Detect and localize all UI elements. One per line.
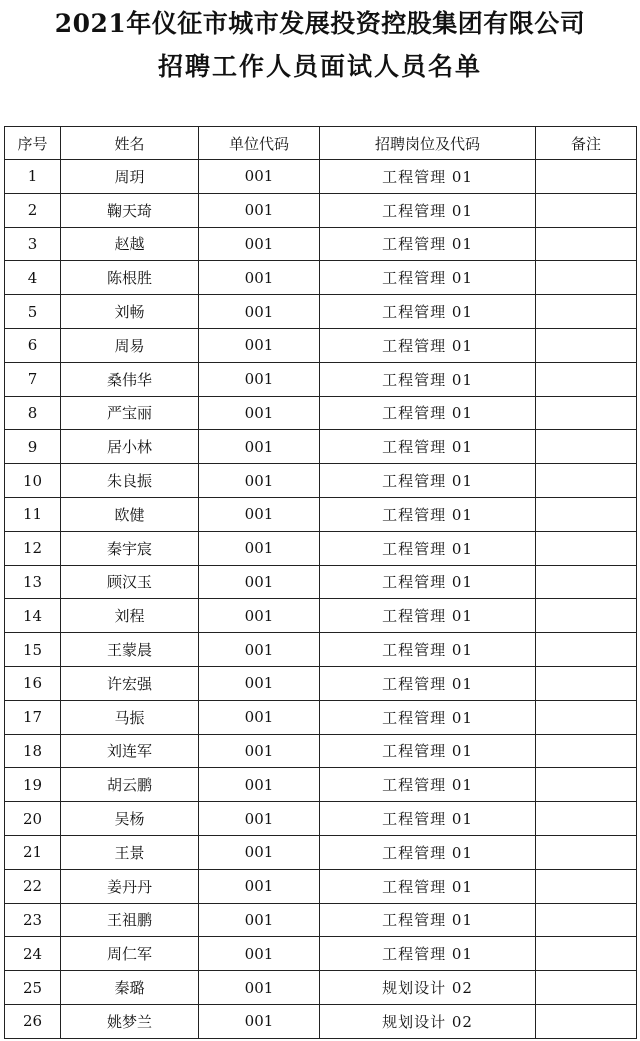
cell-post-and-code: 工程管理 01 <box>320 734 536 768</box>
table-row <box>5 227 637 261</box>
table-row <box>5 937 637 971</box>
cell-post-and-code: 工程管理 01 <box>320 599 536 633</box>
cell-unit-code: 001 <box>199 666 320 700</box>
cell-remark <box>536 362 637 396</box>
table-row <box>5 362 637 396</box>
cell-serial-number: 26 <box>5 1004 61 1038</box>
table-row <box>5 295 637 329</box>
table-body <box>5 160 637 1039</box>
cell-unit-code: 001 <box>199 430 320 464</box>
header-name: 姓名 <box>61 127 199 160</box>
cell-remark <box>536 734 637 768</box>
cell-name: 赵越 <box>61 227 199 261</box>
cell-name: 刘程 <box>61 599 199 633</box>
cell-unit-code: 001 <box>199 1004 320 1038</box>
cell-name: 马振 <box>61 700 199 734</box>
cell-unit-code: 001 <box>199 261 320 295</box>
cell-post-and-code: 工程管理 01 <box>320 328 536 362</box>
cell-name: 秦宇宸 <box>61 531 199 565</box>
cell-post-and-code: 工程管理 01 <box>320 295 536 329</box>
cell-serial-number: 17 <box>5 700 61 734</box>
cell-serial-number: 18 <box>5 734 61 768</box>
cell-serial-number: 23 <box>5 903 61 937</box>
cell-unit-code: 001 <box>199 295 320 329</box>
cell-serial-number: 21 <box>5 835 61 869</box>
cell-unit-code: 001 <box>199 227 320 261</box>
cell-name: 吴杨 <box>61 802 199 836</box>
cell-remark <box>536 869 637 903</box>
cell-post-and-code: 工程管理 01 <box>320 261 536 295</box>
cell-post-and-code: 工程管理 01 <box>320 835 536 869</box>
cell-serial-number: 12 <box>5 531 61 565</box>
cell-post-and-code: 工程管理 01 <box>320 633 536 667</box>
cell-remark <box>536 531 637 565</box>
cell-name: 朱良振 <box>61 464 199 498</box>
cell-name: 鞠天琦 <box>61 193 199 227</box>
table-row <box>5 734 637 768</box>
table-row <box>5 160 637 194</box>
table-row <box>5 396 637 430</box>
cell-name: 顾汉玉 <box>61 565 199 599</box>
cell-remark <box>536 937 637 971</box>
cell-unit-code: 001 <box>199 160 320 194</box>
cell-name: 刘畅 <box>61 295 199 329</box>
cell-post-and-code: 工程管理 01 <box>320 903 536 937</box>
table-row <box>5 328 637 362</box>
cell-serial-number: 9 <box>5 430 61 464</box>
cell-post-and-code: 工程管理 01 <box>320 464 536 498</box>
cell-unit-code: 001 <box>199 497 320 531</box>
cell-unit-code: 001 <box>199 362 320 396</box>
cell-name: 王蒙晨 <box>61 633 199 667</box>
cell-serial-number: 1 <box>5 160 61 194</box>
cell-remark <box>536 160 637 194</box>
table-row <box>5 464 637 498</box>
document-subtitle: 招聘工作人员面试人员名单 <box>157 52 482 81</box>
cell-serial-number: 11 <box>5 497 61 531</box>
cell-name: 周玥 <box>61 160 199 194</box>
cell-name: 严宝丽 <box>61 396 199 430</box>
table-row <box>5 768 637 802</box>
cell-post-and-code: 规划设计 02 <box>320 971 536 1005</box>
table-row <box>5 497 637 531</box>
cell-remark <box>536 599 637 633</box>
cell-unit-code: 001 <box>199 937 320 971</box>
cell-remark <box>536 328 637 362</box>
header-serial-number: 序号 <box>5 127 61 160</box>
cell-name: 王祖鹏 <box>61 903 199 937</box>
cell-unit-code: 001 <box>199 768 320 802</box>
cell-remark <box>536 193 637 227</box>
table-row <box>5 430 637 464</box>
table-row <box>5 1004 637 1038</box>
cell-post-and-code: 工程管理 01 <box>320 497 536 531</box>
cell-post-and-code: 工程管理 01 <box>320 396 536 430</box>
cell-name: 许宏强 <box>61 666 199 700</box>
cell-remark <box>536 903 637 937</box>
cell-serial-number: 5 <box>5 295 61 329</box>
cell-post-and-code: 工程管理 01 <box>320 869 536 903</box>
cell-serial-number: 3 <box>5 227 61 261</box>
cell-serial-number: 7 <box>5 362 61 396</box>
cell-name: 欧健 <box>61 497 199 531</box>
cell-post-and-code: 工程管理 01 <box>320 160 536 194</box>
cell-post-and-code: 工程管理 01 <box>320 565 536 599</box>
cell-unit-code: 001 <box>199 464 320 498</box>
cell-remark <box>536 497 637 531</box>
cell-unit-code: 001 <box>199 734 320 768</box>
cell-serial-number: 19 <box>5 768 61 802</box>
cell-serial-number: 25 <box>5 971 61 1005</box>
cell-remark <box>536 768 637 802</box>
cell-name: 胡云鹏 <box>61 768 199 802</box>
cell-serial-number: 15 <box>5 633 61 667</box>
cell-serial-number: 10 <box>5 464 61 498</box>
cell-remark <box>536 1004 637 1038</box>
interview-roster-table <box>4 126 637 1039</box>
cell-remark <box>536 565 637 599</box>
cell-post-and-code: 工程管理 01 <box>320 768 536 802</box>
cell-unit-code: 001 <box>199 835 320 869</box>
cell-post-and-code: 工程管理 01 <box>320 666 536 700</box>
table-row <box>5 633 637 667</box>
cell-serial-number: 8 <box>5 396 61 430</box>
cell-unit-code: 001 <box>199 802 320 836</box>
cell-name: 秦璐 <box>61 971 199 1005</box>
cell-serial-number: 20 <box>5 802 61 836</box>
cell-remark <box>536 971 637 1005</box>
header-post-and-code: 招聘岗位及代码 <box>320 127 536 160</box>
cell-unit-code: 001 <box>199 971 320 1005</box>
cell-post-and-code: 工程管理 01 <box>320 531 536 565</box>
cell-remark <box>536 261 637 295</box>
cell-remark <box>536 835 637 869</box>
table-row <box>5 903 637 937</box>
cell-remark <box>536 396 637 430</box>
cell-post-and-code: 工程管理 01 <box>320 193 536 227</box>
cell-remark <box>536 464 637 498</box>
document-title: 2021年仪征市城市发展投资控股集团有限公司 <box>54 9 586 38</box>
cell-post-and-code: 规划设计 02 <box>320 1004 536 1038</box>
cell-name: 桑伟华 <box>61 362 199 396</box>
cell-name: 姚梦兰 <box>61 1004 199 1038</box>
table-row <box>5 869 637 903</box>
cell-serial-number: 24 <box>5 937 61 971</box>
table-row <box>5 531 637 565</box>
cell-remark <box>536 295 637 329</box>
cell-remark <box>536 802 637 836</box>
cell-serial-number: 22 <box>5 869 61 903</box>
cell-post-and-code: 工程管理 01 <box>320 430 536 464</box>
table-row <box>5 599 637 633</box>
table-row <box>5 835 637 869</box>
cell-name: 周仁军 <box>61 937 199 971</box>
cell-unit-code: 001 <box>199 903 320 937</box>
cell-post-and-code: 工程管理 01 <box>320 802 536 836</box>
table-row <box>5 971 637 1005</box>
cell-serial-number: 6 <box>5 328 61 362</box>
cell-unit-code: 001 <box>199 869 320 903</box>
cell-unit-code: 001 <box>199 633 320 667</box>
cell-post-and-code: 工程管理 01 <box>320 937 536 971</box>
cell-unit-code: 001 <box>199 700 320 734</box>
cell-name: 姜丹丹 <box>61 869 199 903</box>
cell-name: 刘连军 <box>61 734 199 768</box>
cell-serial-number: 16 <box>5 666 61 700</box>
cell-serial-number: 13 <box>5 565 61 599</box>
table-row <box>5 802 637 836</box>
cell-serial-number: 14 <box>5 599 61 633</box>
cell-remark <box>536 430 637 464</box>
cell-serial-number: 4 <box>5 261 61 295</box>
cell-unit-code: 001 <box>199 193 320 227</box>
cell-name: 王景 <box>61 835 199 869</box>
cell-post-and-code: 工程管理 01 <box>320 227 536 261</box>
header-remark: 备注 <box>536 127 637 160</box>
cell-unit-code: 001 <box>199 565 320 599</box>
header-unit-code: 单位代码 <box>199 127 320 160</box>
cell-remark <box>536 227 637 261</box>
table-row <box>5 193 637 227</box>
table-row <box>5 565 637 599</box>
cell-name: 居小林 <box>61 430 199 464</box>
table-row <box>5 666 637 700</box>
cell-remark <box>536 633 637 667</box>
cell-unit-code: 001 <box>199 531 320 565</box>
cell-unit-code: 001 <box>199 599 320 633</box>
cell-serial-number: 2 <box>5 193 61 227</box>
cell-remark <box>536 666 637 700</box>
cell-remark <box>536 700 637 734</box>
table-row <box>5 700 637 734</box>
cell-post-and-code: 工程管理 01 <box>320 700 536 734</box>
cell-unit-code: 001 <box>199 396 320 430</box>
cell-unit-code: 001 <box>199 328 320 362</box>
cell-post-and-code: 工程管理 01 <box>320 362 536 396</box>
cell-name: 周易 <box>61 328 199 362</box>
cell-name: 陈根胜 <box>61 261 199 295</box>
table-row <box>5 261 637 295</box>
table-header-row <box>5 127 637 160</box>
